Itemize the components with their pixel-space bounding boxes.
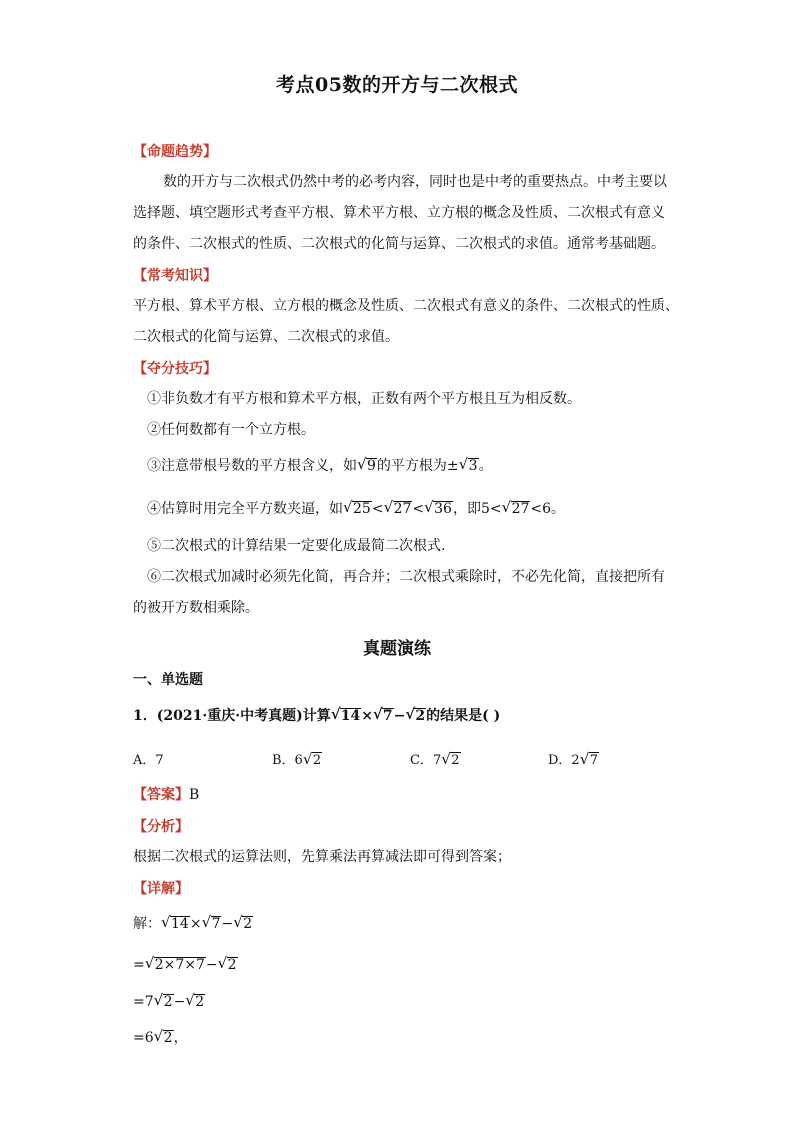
skill-3-text-a: ③注意带根号数的平方根含义，如 (147, 458, 357, 474)
skill-5: ⑤二次根式的计算结果一定要化成最简二次根式. (147, 538, 446, 554)
radical: √ 2 (155, 1028, 174, 1048)
radical: √ 9 (358, 456, 377, 476)
radical: √ 2 (155, 992, 174, 1012)
radical: √ 2 (304, 752, 322, 768)
skill-4: ④估算时用完全平方数夹逼，如√ 25<√ 27<√ 36，即5<√ 27<6。 (147, 499, 565, 519)
section-heading: 一、单选题 (133, 672, 203, 688)
option-d[interactable]: D．2√ 7 (548, 749, 599, 768)
question-1: 1．(2021·重庆·中考真题)计算√ 14×√ 7−√ 2的结果是( ) (133, 706, 500, 726)
trend-line-1: 数的开方与二次根式仍然中考的必考内容，同时也是中考的重要热点。中考主要以 (163, 174, 667, 190)
radical: √ 2 (406, 706, 426, 726)
trend-line-3: 的条件、二次根式的性质、二次根式的化简与运算、二次根式的求值。通常考基础题。 (133, 236, 665, 252)
radical: √ 7 (203, 914, 222, 934)
radical: √ 25 (344, 499, 372, 519)
radical: √ 14 (162, 914, 190, 934)
knowledge-line-1: 平方根、算术平方根、立方根的概念及性质、二次根式有意义的条件、二次根式的性质、 (133, 298, 679, 314)
skills-tag: 【夺分技巧】 (133, 361, 217, 377)
answer-tag: 【答案】 (133, 787, 189, 803)
radical: √ 27 (503, 499, 531, 519)
option-a[interactable]: A．7 (133, 753, 164, 768)
option-c[interactable]: C．7√ 2 (410, 749, 461, 768)
page-title: 考点05数的开方与二次根式 (276, 74, 518, 96)
knowledge-tag: 【常考知识】 (133, 268, 217, 284)
radical: √ 27 (385, 499, 413, 519)
skill-3: ③注意带根号数的平方根含义，如√ 9的平方根为±√ 3。 (147, 456, 493, 476)
radical: √ 2 (234, 914, 253, 934)
radical: √ 2 (219, 955, 238, 975)
radical: √ 7 (581, 752, 599, 768)
trend-line-2: 选择题、填空题形式考查平方根、算术平方根、立方根的概念及性质、二次根式有意义 (133, 205, 665, 221)
detail-step-3: =7√ 2−√ 2 (133, 992, 205, 1012)
detail-step-2: =√ 2×7×7−√ 2 (133, 955, 238, 975)
skill-6-line-2: 的被开方数相乘除。 (133, 600, 259, 616)
radical: √ 2×7×7 (146, 955, 206, 975)
analysis-text: 根据二次根式的运算法则，先算乘法再算减法即可得到答案； (133, 849, 511, 865)
knowledge-line-2: 二次根式的化简与运算、二次根式的求值。 (133, 329, 399, 345)
skill-2: ②任何数都有一个立方根。 (147, 422, 315, 438)
skill-3-text-b: 的平方根为± (376, 458, 459, 474)
analysis-tag: 【分析】 (133, 819, 189, 835)
radical: √ 2 (442, 752, 460, 768)
radical: √ 14 (332, 706, 361, 726)
answer-value: B (189, 787, 200, 803)
detail-tag: 【详解】 (133, 881, 189, 897)
trend-tag: 【命题趋势】 (133, 144, 217, 160)
detail-step-1: 解：√ 14×√ 7−√ 2 (133, 914, 253, 934)
skill-6-line-1: ⑥二次根式加减时必须先化简，再合并；二次根式乘除时，不必先化简，直接把所有 (147, 569, 665, 585)
answer (133, 785, 199, 805)
radical: √ 7 (374, 706, 394, 726)
radical: √ 2 (186, 992, 205, 1012)
radical: √ 3 (460, 456, 479, 476)
skill-1: ①非负数才有平方根和算术平方根，正数有两个平方根且互为相反数。 (147, 391, 581, 407)
detail-step-4: =6√ 2， (133, 1028, 188, 1048)
radical: √ 36 (425, 499, 453, 519)
practice-title: 真题演练 (363, 639, 431, 659)
option-b[interactable]: B．6√ 2 (272, 749, 322, 768)
